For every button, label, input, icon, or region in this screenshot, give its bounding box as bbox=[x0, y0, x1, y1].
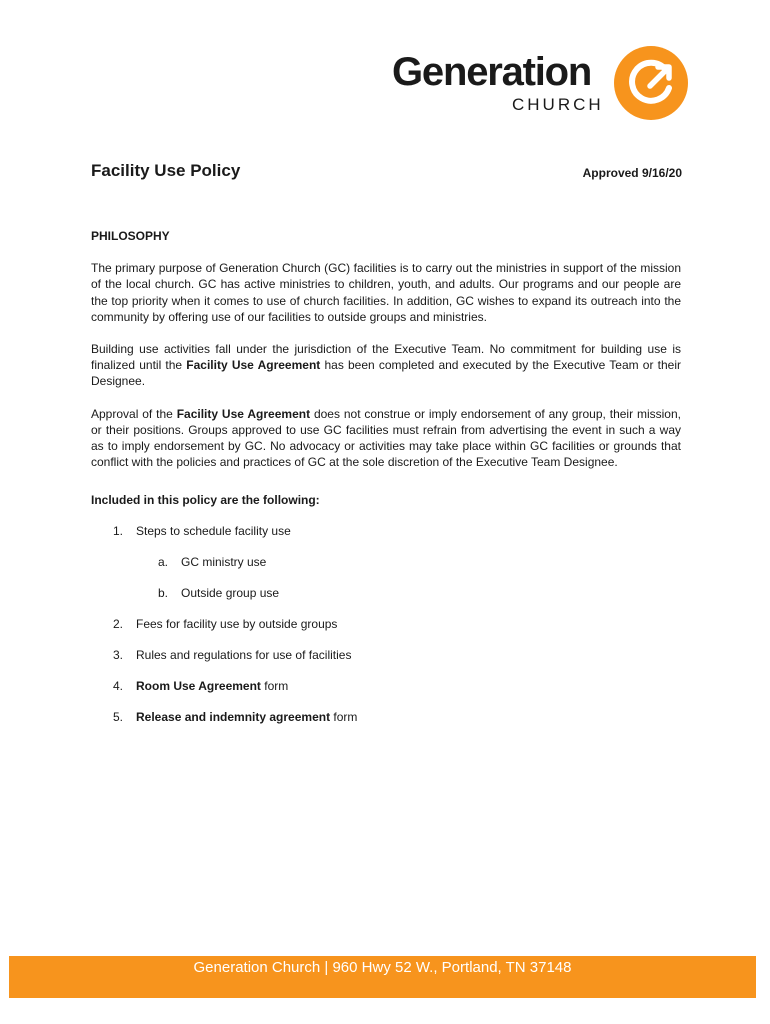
list-number: b. bbox=[158, 585, 169, 600]
logo-wordmark: Generation bbox=[392, 50, 592, 94]
list-suffix: form bbox=[260, 678, 289, 693]
list-number: 4. bbox=[113, 678, 124, 693]
list-suffix: form bbox=[330, 709, 358, 724]
logo bbox=[392, 46, 688, 122]
page-title: Facility Use Policy bbox=[91, 161, 241, 180]
bold-term: Facility Use Agreement bbox=[176, 406, 311, 421]
included-heading: Included in this policy are the following: bbox=[91, 493, 320, 508]
footer-address: Generation Church | 960 Hwy 52 W., Portland, TN 37148 bbox=[193, 959, 572, 976]
document-body bbox=[91, 228, 681, 740]
bold-term: Room Use Agreement bbox=[136, 678, 261, 693]
list-number: 1. bbox=[113, 523, 124, 538]
paragraph-text: Approval of the bbox=[91, 406, 177, 421]
logo-subtitle: CHURCH bbox=[512, 95, 604, 114]
list-text: Outside group use bbox=[181, 585, 280, 600]
logo-g-icon bbox=[614, 46, 688, 120]
approval-date: Approved 9/16/20 bbox=[582, 166, 682, 180]
list-text bbox=[136, 678, 288, 694]
list-item bbox=[91, 585, 681, 616]
bold-term: Release and indemnity agreement bbox=[136, 709, 331, 724]
list-number: a. bbox=[158, 554, 169, 569]
philosophy-paragraph-3 bbox=[91, 406, 681, 471]
list-text: Rules and regulations for use of facilities bbox=[136, 647, 352, 662]
list-item bbox=[91, 523, 681, 554]
list-item bbox=[91, 709, 681, 740]
footer-bar bbox=[9, 956, 756, 998]
philosophy-paragraph-1: The primary purpose of Generation Church (GC) facilities is to carry out the ministries in support of the mission of the local church. GC has active ministries to children, youth, and adults. Our programs and our people are the top priority when it comes to use of church facilities. In addition, GC wishes to expand its outreach into the community by offering use of our facilities to outside groups and ministries. bbox=[91, 261, 681, 324]
list-text bbox=[136, 709, 357, 725]
list-number: 5. bbox=[113, 709, 124, 724]
philosophy-paragraph-2 bbox=[91, 341, 681, 390]
policy-contents-list bbox=[91, 523, 681, 740]
list-text: GC ministry use bbox=[181, 554, 267, 569]
list-item bbox=[91, 616, 681, 647]
list-number: 2. bbox=[113, 616, 124, 631]
paragraph-text: Building use activities fall under the jurisdiction of the Executive Team. No commitment for building use is finalized until the bbox=[91, 342, 681, 373]
paragraph-text: does not construe or imply endorsement of any group, their mission, or their positions. Groups approved to use GC facilities must refrain from advertising the event in such a way as to imply endorsement by GC. No advocacy or activities may take place within GC facilities or grounds that conflict with the policies and practices of GC at the sole discretion of the Executive Team Designee. bbox=[91, 406, 681, 470]
bold-term: Facility Use Agreement bbox=[186, 358, 321, 373]
list-text: Steps to schedule facility use bbox=[136, 523, 291, 538]
list-item bbox=[91, 647, 681, 678]
list-item bbox=[91, 678, 681, 709]
philosophy-heading: PHILOSOPHY bbox=[91, 229, 170, 243]
paragraph-text: has been completed and executed by the Executive Team or their Designee. bbox=[91, 358, 681, 389]
list-number: 3. bbox=[113, 647, 124, 662]
list-item bbox=[91, 554, 681, 585]
list-text: Fees for facility use by outside groups bbox=[136, 616, 338, 631]
